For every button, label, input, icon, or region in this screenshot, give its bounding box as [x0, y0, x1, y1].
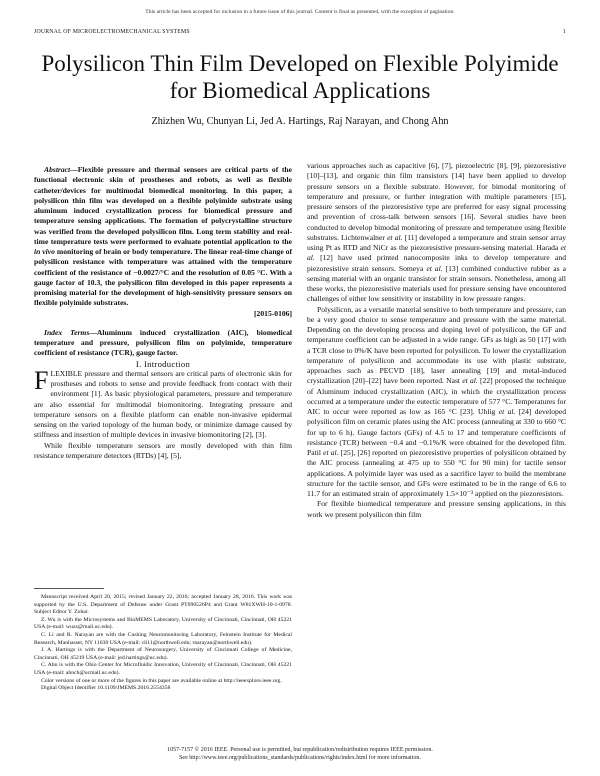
et-al: et al.: [307, 243, 566, 263]
right-p2-a: Polysilicon, as a versatile material sensitive to both temperature and pressure, can be a very good choice to sense temperature and pressure with the same material. Depending on the developing process and doping level of polysilicon, the GF and temperature coefficient can be adjusted in a wide range. GFs as high as 50 [17] with a TCR close to 0%/K have been reported for polysilicon. To lower the crystallization temperature of polysilicon and accommodate its use with plastic substrate, approaches such as PECVD [18], laser annealing [19] and metal-induced crystallization [20]–[22] have been reported. Nast: [307, 304, 566, 386]
right-paragraph-3: For flexible biomedical temperature and pressure sensing applications, in this work we present polysilicon thin film: [307, 499, 566, 519]
right-p2-c: [24] developed polysilicon film on ceramic plates using the AIC process (annealing at 330 to 660 °C for up to 6 h). Gauge factors (GFs) of 4.5 to 17 and temperature coefficients of resistance (TCR) between −0.4 and −0.1%/K were obtained for the developed film. Patil: [307, 407, 566, 457]
intro-paragraph-1-text: LEXIBLE pressure and thermal sensors are critical parts of electronic skin for prostheses and robots to sense and provide feedback from contact with their environment [1]. As basic physiological parameters, pressure and temperature are also essential for multimodal biomonitoring. Integrating pressure and temperature sensors on a flexible platform can enable non-invasive epidermal sensing on the varied topology of the human body, or minimize damage caused by stiffness and insertion of multiple devices in invasive biomonitoring [2], [3].: [34, 368, 292, 440]
right-p2-d: [25], [26] reported on piezoresistive properties of polysilicon obtained by the AIC process (annealing at 475 up to 550 °C for 90 min) for tactile sensor applications. A polyimide layer was used as a sacrifice layer to build the membrane structure for the tactile sensor, and GFs were estimated to be in the range of 6.6 to 11.7 for an estimated strain of approximately 1.5×10⁻³ applied on the piezoresistors.: [307, 448, 566, 498]
paper-title: Polysilicon Thin Film Developed on Flexible Polyimide for Biomedical Applications: [41, 51, 559, 103]
right-column: [307, 161, 566, 520]
footnote-doi: Digital Object Identifier 10.1109/JMEMS.2016.2554358: [41, 685, 171, 692]
abstract: [34, 165, 292, 319]
footnote-affiliation-li-narayan: C. Li and R. Narayan are with the Cushing Neuromonitoring Laboratory, Feinstein Institute for Medical Research, Manhasset, NY 11030 USA (e-mail: cli11@northwell.edu; rnarayan@northwell.edu).: [34, 631, 292, 646]
footnote-affiliation-hartings: J. A. Hartings is with the Department of Neurosurgery, University of Cincinnati College of Medicine, Cincinnati, OH 45219 USA (e-mail: jed.hartings@uc.edu).: [34, 647, 292, 661]
abstract-text-1: —Flexible pressure and thermal sensors are critical parts of the functional electronic skin of prostheses and robots, as well as flexible catheter/devices for multimodal biomedical monitoring. In this paper, a polysilicon thin film was developed on a flexible polyimide substrate using aluminum induced crystallization process for biomedical pressure and temperature sensing applications. The formation of polycrystalline structure was verified from the developed polysilicon film. Long term stability and real-time temperature tests were performed to evaluate potential application to the: [34, 165, 292, 246]
index-terms-lead: Index Terms: [44, 327, 90, 337]
et-al: et al.: [323, 448, 339, 457]
rights-link-line: See http://www.ieee.org/publications_standards/publications/rights/index.html for more information.: [179, 755, 421, 761]
left-column: [34, 165, 292, 461]
footnotes: [34, 588, 292, 693]
author-list: Zhizhen Wu, Chunyan Li, Jed A. Hartings, Raj Narayan, and Chong Ahn: [151, 116, 449, 127]
abstract-lead: Abstract: [44, 165, 71, 174]
footnote-affiliation-ahn: C. Ahn is with the Ohio Center for Microfluidic Innovation, University of Cincinnati, Cincinnati, OH 45221 USA (e-mail: ahnch@ucmail.uc.edu).: [34, 662, 292, 676]
et-al: et al.: [462, 376, 478, 386]
et-al: et al.: [426, 263, 443, 273]
abstract-code: [2015-0106]: [254, 308, 292, 318]
footnote-rule: [34, 588, 104, 589]
footnote-affiliation-wu: Z. Wu is with the Microsystems and BioMEMS Laboratory, University of Cincinnati, Cincinnati, OH 45221 USA (e-mail: wuzz@mail.uc.edu).: [34, 616, 292, 631]
section-heading-introduction: I. Introduction: [135, 358, 191, 369]
acceptance-note: This article has been accepted for inclusion in a future issue of this journal. Content is final as presented, with the exception of pagination.: [145, 9, 455, 15]
et-al: et al.: [498, 407, 516, 416]
right-paragraph-2: [307, 305, 566, 500]
right-p1-c: [12] have used printed nanocomposite inks to develop temperature and piezoresistive strain sensors. Someya: [307, 253, 566, 273]
running-head: [34, 29, 566, 35]
abstract-text-2: monitoring of brain or body temperature. The linear real-time change of polysilicon resistance with temperature was attained with the temperature coefficient of the resistance of −0.0027/°C and the resolution of 0.05 °C. With a gauge factor of 10.3, the polysilicon film developed in this paper represents a promising material for the development of high-sensitivity pressure sensors on flexible polyimide substrates.: [34, 247, 292, 308]
right-paragraph-1: [307, 161, 566, 305]
copyright-line: 1057-7157 © 2016 IEEE. Personal use is permitted, but republication/redistribution requires IEEE permission.: [167, 747, 433, 753]
right-p2-b: [22] proposed the technique of Aluminum induced crystallization (AIC), in which the crystallization process occurred at a temperature under the eutectic temperature of 577 °C. Temperatures for AIC to occur were reported as low as 165 °C [23]. Uhlig: [307, 376, 566, 416]
footnote-manuscript: Manuscript received April 20, 2015; revised January 22, 2016; accepted January 28, 2016. This work was supported by the U.S. Department of Defense under Grant PT090526P4 and Grant W81XWH-10-1-0978. Subject Editor Y. Zohar.: [34, 594, 292, 616]
intro-paragraph-2: While flexible temperature sensors are mostly developed with thin film resistance temperature detectors (RTDs) [4], [5],: [34, 440, 292, 460]
intro-paragraph-1: [34, 365, 292, 441]
right-p1-b: [11] developed a temperature and strain sensor array using Pt as RTD and NiCr as the piezoresistive pressure-sensing material. Harada: [307, 232, 566, 252]
index-terms-text: —Aluminum induced crystallization (AIC), biomedical temperature and pressure, polysilicon film on polyimide, temperature coefficient of resistance (TCR), gauge factor.: [34, 327, 293, 358]
et-al: et al.: [387, 232, 403, 242]
right-p1-d: [13] combined conductive rubber as a sensing material with an organic transistor for strain sensors. Nonetheless, among all these works, the piezoresistive materials used for pressure sensing have encountered challenges of either low sensitivity or instability in low pressure ranges.: [307, 263, 566, 304]
journal-name: JOURNAL OF MICROELECTROMECHANICAL SYSTEMS: [34, 29, 190, 35]
abstract-in-vivo: in vivo: [34, 247, 55, 256]
page-number: 1: [562, 29, 566, 35]
index-terms: [34, 328, 292, 359]
copyright-notice: [0, 746, 600, 762]
right-p1-a: various approaches such as capacitive [6], [7], piezoelectric [8], [9], piezoresistive [10]–[13], and organic thin film transistors [14] have been applied to develop pressure sensors on a flexible substrate. However, for bimodal monitoring of temperature and pressure, or further integration with multiple parameters [15], pressure sensors of the piezoresistive type are preferred for easy signal processing and prevention of cross-talk between sensors [16]. Several studies have been conducted to develop bimodal monitoring of pressure and temperature using flexible substrates. Lichtenwalner: [307, 161, 566, 242]
footnote-color-versions: Color versions of one or more of the figures in this paper are available online at http://ieeexplore.ieee.org.: [41, 677, 282, 684]
drop-cap: F: [34, 365, 49, 395]
